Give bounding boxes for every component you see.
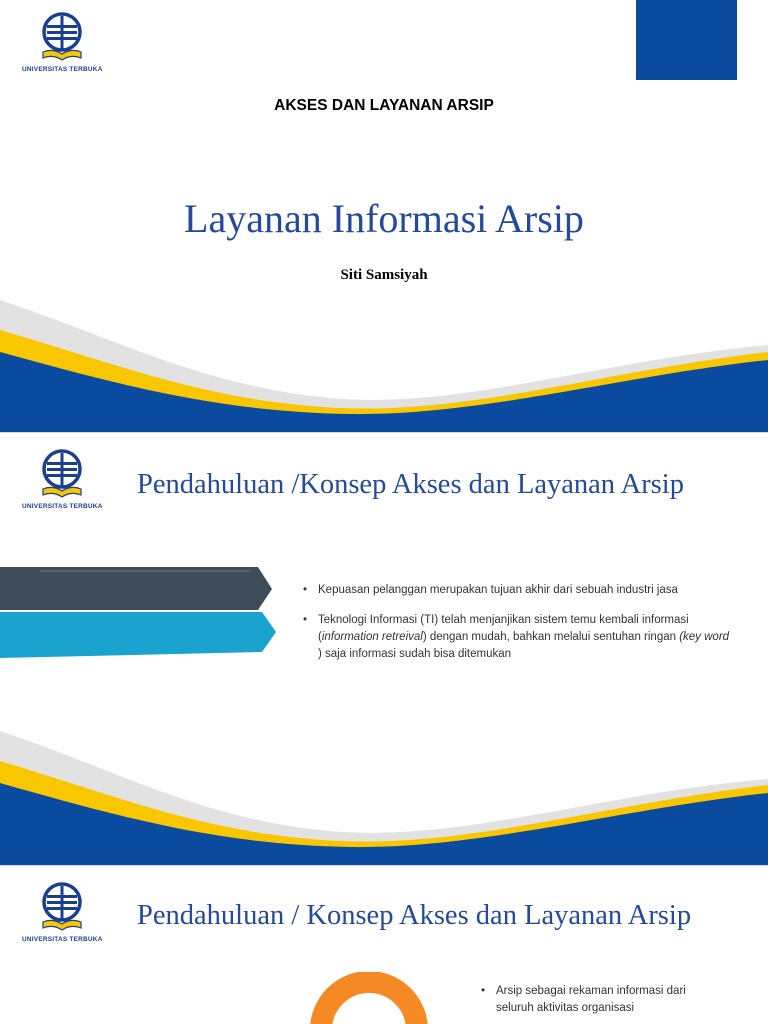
bullet-list (303, 582, 733, 676)
bullet-emphasis: information retreival (321, 631, 423, 643)
logo-text: UNIVERSITAS TERBUKA (22, 936, 103, 943)
university-logo (22, 882, 102, 943)
university-emblem-icon (37, 449, 87, 501)
university-emblem-icon (37, 12, 87, 64)
decorative-blue-block (636, 0, 737, 80)
slide-introduction (0, 433, 768, 865)
university-emblem-icon (37, 882, 87, 934)
decorative-arrows (0, 561, 285, 665)
bullet-item (481, 983, 721, 1017)
decorative-wave (0, 731, 768, 865)
slide-title (0, 0, 768, 432)
university-logo (22, 449, 102, 510)
logo-text: UNIVERSITAS TERBUKA (22, 66, 103, 73)
bullet-icon: • (481, 985, 486, 997)
bullet-text-part: ) saja informasi sudah bisa ditemukan (318, 648, 512, 660)
bullet-item (303, 582, 733, 599)
logo-text: UNIVERSITAS TERBUKA (22, 503, 103, 510)
slide-title-heading: Pendahuluan / Konsep Akses dan Layanan Arsip (137, 900, 692, 931)
bullet-emphasis: (key word (679, 631, 730, 643)
bullet-icon: • (303, 614, 308, 626)
bullet-item (303, 612, 733, 663)
slide-introduction-continued (0, 866, 768, 1024)
bullet-list (481, 983, 721, 1024)
bullet-text: Arsip sebagai rekaman informasi dari seluruh aktivitas organisasi (496, 985, 686, 1014)
slide-title-heading: Pendahuluan /Konsep Akses dan Layanan Arsip (137, 469, 684, 500)
bullet-text-part: Teknologi Informasi (TI) telah menjanjikan sistem temu kembali informasi ( (318, 614, 689, 643)
university-logo (22, 12, 102, 73)
bullet-icon: • (303, 584, 308, 596)
decorative-orange-ring (310, 972, 428, 1024)
slide-main-title: Layanan Informasi Arsip (184, 196, 584, 241)
bullet-text: Kepuasan pelanggan merupakan tujuan akhir dari sebuah industri jasa (318, 584, 678, 596)
slide-subheading: AKSES DAN LAYANAN ARSIP (274, 97, 494, 114)
decorative-wave (0, 290, 768, 432)
author-name: Siti Samsiyah (340, 267, 428, 283)
bullet-text-part: ) dengan mudah, bahkan melalui sentuhan ringan (422, 631, 680, 643)
